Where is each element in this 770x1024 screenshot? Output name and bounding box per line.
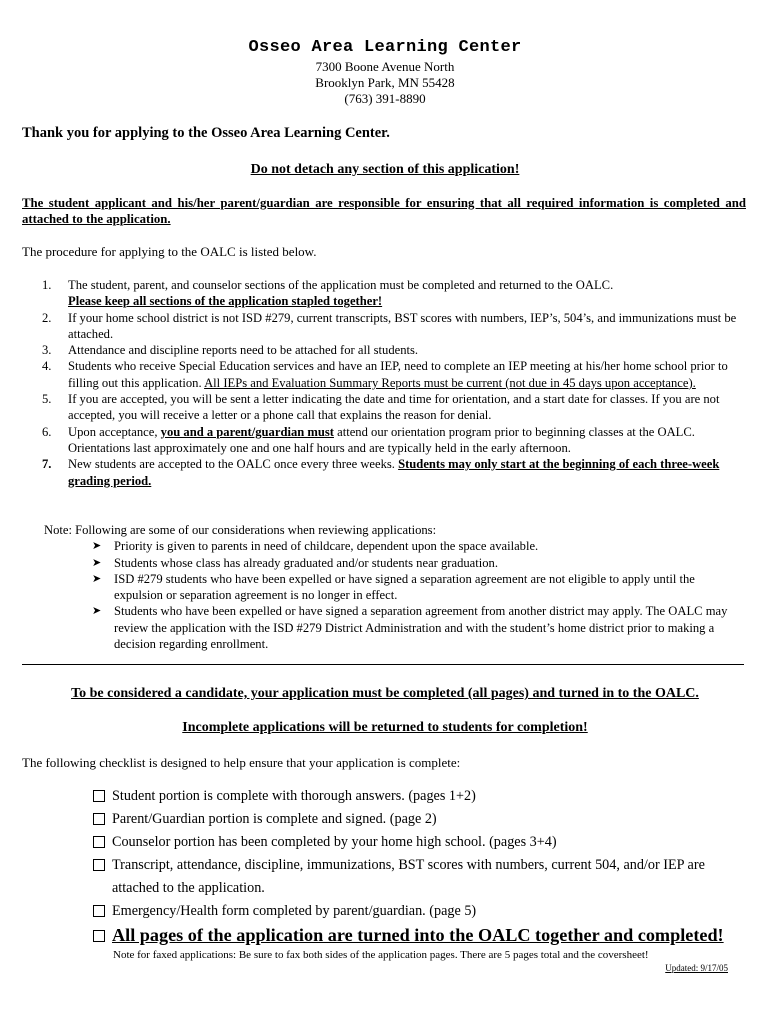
consideration-text: Priority is given to parents in need of childcare, dependent upon the space available. xyxy=(114,539,539,554)
step-number: 4. xyxy=(42,359,52,374)
updated-date: Updated: 9/17/05 xyxy=(665,963,728,973)
consideration-item xyxy=(22,538,744,554)
checklist-item-text: Transcript, attendance, discipline, immunizations, BST scores with numbers, current 504, and/or IEP are attached to the application. xyxy=(112,857,705,896)
step-emphasis: Please keep all sections of the application stapled together! xyxy=(68,294,383,309)
address-line2: Brooklyn Park, MN 55428 xyxy=(315,75,455,90)
address-line1: 7300 Boone Avenue North xyxy=(315,59,455,74)
checkbox[interactable] xyxy=(93,930,105,942)
checklist-item-text: Student portion is complete with thorough answers. (pages 1+2) xyxy=(112,788,476,804)
thank-you-heading: Thank you for applying to the Osseo Area Learning Center. xyxy=(22,125,390,141)
checklist-item xyxy=(22,854,752,900)
step-text: The student, parent, and counselor sections of the application must be completed and returned to the OALC. xyxy=(68,278,614,292)
document-title: Osseo Area Learning Center xyxy=(248,38,522,57)
checklist-item-text: Counselor portion has been completed by your home high school. (pages 3+4) xyxy=(112,834,557,850)
consideration-item xyxy=(22,555,744,571)
checklist-intro: The following checklist is designed to help ensure that your application is complete: xyxy=(22,755,461,770)
checkbox[interactable] xyxy=(93,836,105,848)
checklist-item-text: Parent/Guardian portion is complete and signed. (page 2) xyxy=(112,811,437,827)
checklist-item xyxy=(22,831,752,854)
considerations-section xyxy=(22,522,744,652)
checklist-item-text: Emergency/Health form completed by parent/guardian. (page 5) xyxy=(112,903,477,919)
step-text: New students are accepted to the OALC once every three weeks. xyxy=(68,457,399,472)
arrow-bullet-icon: ➤ xyxy=(92,572,102,585)
section-divider xyxy=(22,664,744,665)
step-emphasis: All IEPs and Evaluation Summary Reports must be current (not due in 45 days upon acceptance). xyxy=(204,375,696,390)
step-number: 7. xyxy=(42,457,52,472)
consideration-item xyxy=(22,571,744,604)
step-emphasis: you and a parent/guardian must xyxy=(160,424,334,439)
procedure-step-6 xyxy=(22,424,744,457)
checklist-item xyxy=(22,808,752,831)
step-text: Students who receive Special Education services and have an IEP, need to complete an IEP meeting at his/her home school prior to filling out this application. xyxy=(68,359,728,390)
step-text: attend our orientation program prior to beginning classes at the OALC. Orientations last approximately one and one half hours and are typically held in the early afternoon. xyxy=(68,424,695,455)
step-number: 1. xyxy=(42,278,52,292)
procedure-step-3 xyxy=(22,342,744,358)
consideration-item xyxy=(22,603,744,652)
procedure-step-7 xyxy=(22,456,744,489)
arrow-bullet-icon: ➤ xyxy=(92,540,102,553)
checklist-item-final xyxy=(22,923,752,947)
checkbox[interactable] xyxy=(93,813,105,825)
note-intro: Note: Following are some of our considerations when reviewing applications: xyxy=(44,523,437,537)
arrow-bullet-icon: ➤ xyxy=(92,556,102,569)
fax-note: Note for faxed applications: Be sure to fax both sides of the application pages. There are 5 pages total and the coversheet! xyxy=(113,949,649,961)
responsibility-notice: The student applicant and his/her parent/guardian are responsible for ensuring that all required information is completed and attached to the application. xyxy=(22,196,746,226)
step-number: 2. xyxy=(42,310,52,325)
procedure-list xyxy=(22,277,744,489)
procedure-step-2 xyxy=(22,310,744,343)
consideration-text: ISD #279 students who have been expelled or have signed a separation agreement are not eligible to apply until the expulsion or separation agreement is no longer in effect. xyxy=(114,571,695,603)
checklist-item xyxy=(22,900,752,923)
checklist-item xyxy=(22,785,752,808)
step-text: Attendance and discipline reports need to be attached for all students. xyxy=(68,343,419,358)
checkbox[interactable] xyxy=(93,905,105,917)
application-checklist xyxy=(22,785,752,947)
step-emphasis: Students may only start at the beginning of each three-week grading period. xyxy=(68,457,720,488)
do-not-detach-notice: Do not detach any section of this application! xyxy=(250,162,520,177)
incomplete-notice: Incomplete applications will be returned to students for completion! xyxy=(182,720,588,735)
procedure-step-5 xyxy=(22,391,744,424)
arrow-bullet-icon: ➤ xyxy=(92,605,102,618)
procedure-intro: The procedure for applying to the OALC is listed below. xyxy=(22,244,317,259)
step-text: If your home school district is not ISD #279, current transcripts, BST scores with numbers, IEP’s, 504’s, and immunizations must be attached. xyxy=(68,310,737,341)
step-number: 6. xyxy=(42,424,52,439)
step-number: 3. xyxy=(42,343,52,358)
step-text: If you are accepted, you will be sent a letter indicating the date and time for orientation, and a start date for classes. If you are not accepted, you will receive a letter or a phone call that explains the reason for denial. xyxy=(68,392,720,423)
procedure-step-1 xyxy=(22,277,744,310)
consideration-text: Students whose class has already graduated and/or students near graduation. xyxy=(114,555,498,570)
step-text-pre: Upon acceptance, xyxy=(68,424,161,439)
checklist-item-text: All pages of the application are turned into the OALC together and completed! xyxy=(112,925,724,945)
consideration-text: Students who have been expelled or have signed a separation agreement from another district may apply. The OALC may review the application with the ISD #279 District Administration and with the student’s home district prior to making a decision regarding enrollment. xyxy=(114,604,728,652)
procedure-step-4 xyxy=(22,358,744,391)
step-number: 5. xyxy=(42,392,52,407)
phone-number: (763) 391-8890 xyxy=(344,91,426,106)
checkbox[interactable] xyxy=(93,859,105,871)
checkbox[interactable] xyxy=(93,790,105,802)
candidate-notice: To be considered a candidate, your application must be completed (all pages) and turned in to the OALC. xyxy=(71,686,699,701)
